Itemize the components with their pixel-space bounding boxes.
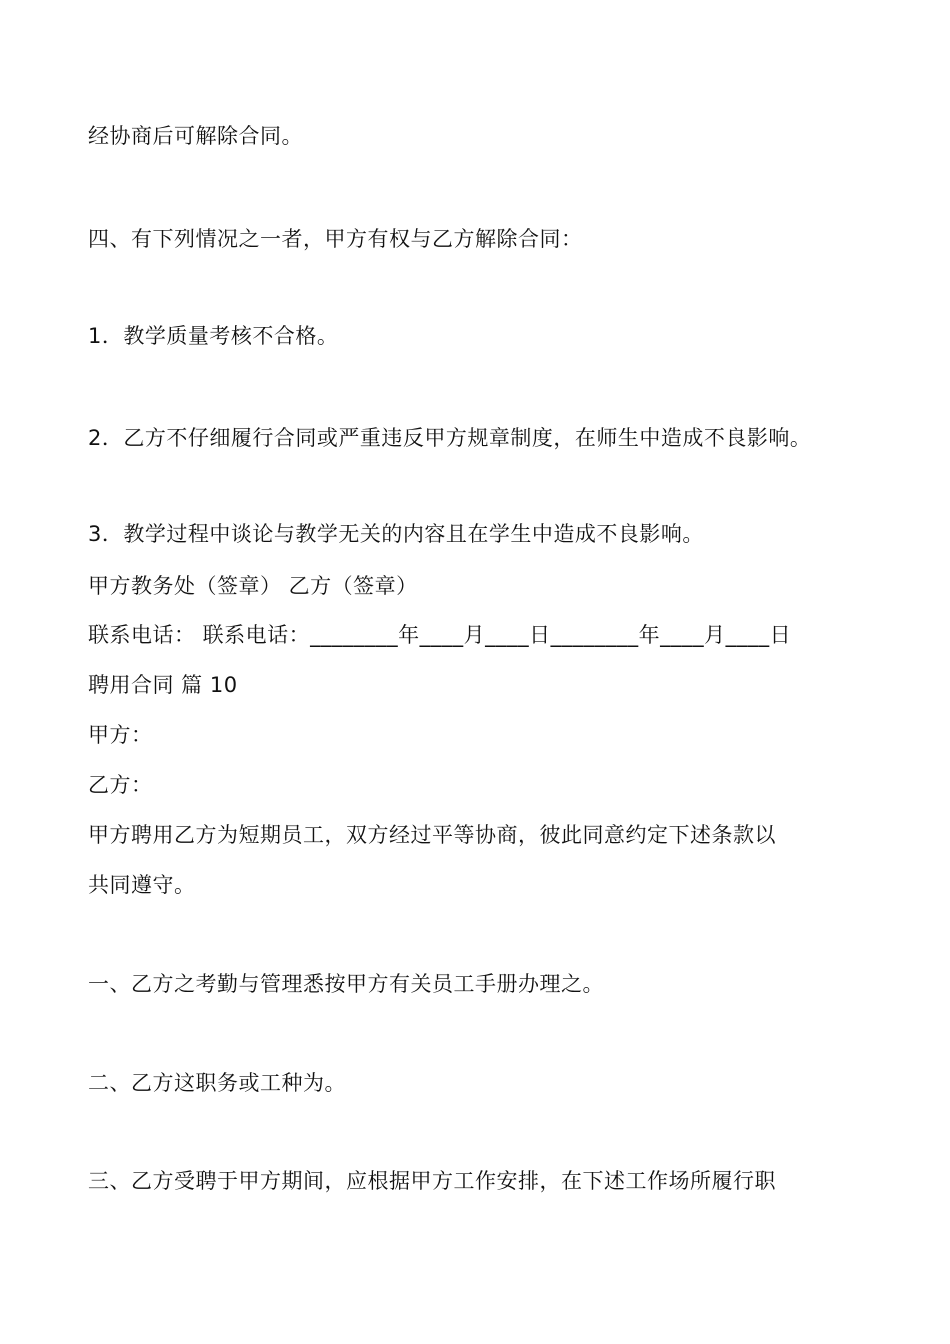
contact-date-line: 联系电话： 联系电话：________年____月____日________年____月____日 — [88, 623, 792, 647]
clause-heading: 四、有下列情况之一者，甲方有权与乙方解除合同： — [88, 227, 583, 251]
clause-line: 三、乙方受聘于甲方期间，应根据甲方工作安排，在下述工作场所履行职 — [88, 1169, 776, 1193]
clause-line: 一、乙方之考勤与管理悉按甲方有关员工手册办理之。 — [88, 972, 604, 996]
signature-line: 甲方教务处（签章） 乙方（签章） — [88, 574, 418, 598]
list-item: 2．乙方不仔细履行合同或严重违反甲方规章制度，在师生中造成不良影响。 — [88, 426, 812, 450]
list-item: 3．教学过程中谈论与教学无关的内容且在学生中造成不良影响。 — [88, 522, 704, 546]
paragraph-line: 共同遵守。 — [88, 873, 196, 897]
clause-line: 二、乙方这职务或工种为。 — [88, 1071, 346, 1095]
party-b-line: 乙方： — [88, 773, 153, 797]
paragraph-line: 经协商后可解除合同。 — [88, 124, 303, 148]
paragraph-line: 甲方聘用乙方为短期员工，双方经过平等协商，彼此同意约定下述条款以 — [88, 823, 776, 847]
list-item: 1．教学质量考核不合格。 — [88, 324, 339, 348]
party-a-line: 甲方： — [88, 723, 153, 747]
section-title: 聘用合同 篇 10 — [88, 673, 238, 697]
